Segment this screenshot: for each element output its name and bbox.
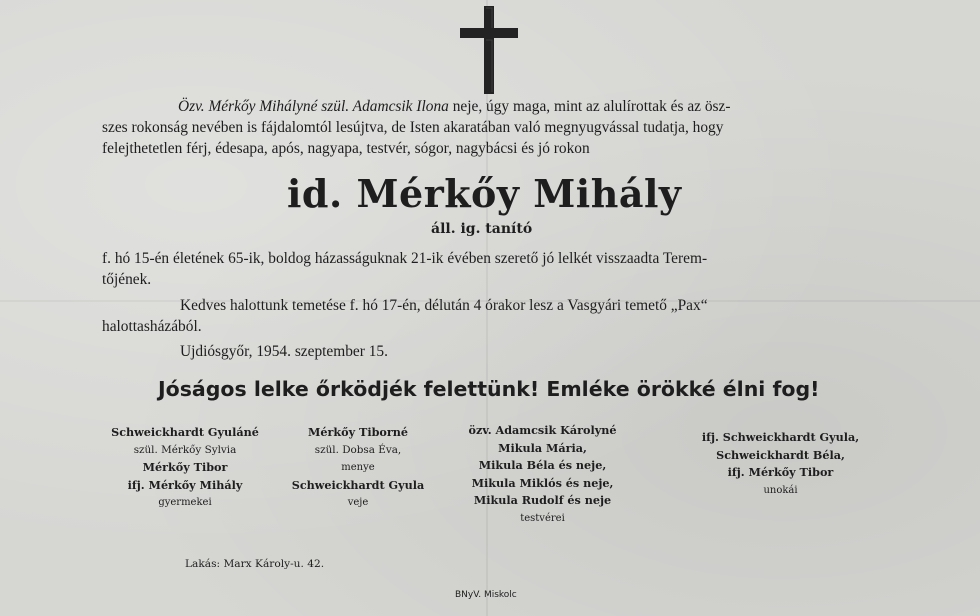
- widow-name: Özv. Mérkőy Mihályné szül. Adamcsik Ilona: [178, 98, 449, 115]
- mourner-group-grandchildren: [688, 429, 873, 499]
- printer-mark: BNyV. Miskolc: [455, 590, 517, 600]
- mourner-line: Schweickhardt Gyula: [291, 477, 425, 492]
- mourner-group-in-laws: [278, 424, 438, 512]
- cross-icon: [456, 4, 522, 96]
- mourner-line: Mikula Miklós és neje,: [471, 475, 614, 490]
- mourner-line: özv. Adamcsik Károlyné: [468, 423, 617, 437]
- mourner-line: Schweickhardt Gyuláné: [111, 425, 259, 439]
- mourner-line: Mikula Béla és neje,: [478, 458, 607, 472]
- intro-line-3: felejthetetlen férj, édesapa, após, nagyapa, testvér, sógor, nagybácsi és jó rokon: [102, 140, 590, 157]
- deceased-name: id. Mérkőy Mihály: [287, 171, 682, 216]
- mourner-line: testvérei: [520, 512, 565, 524]
- mourner-line: unokái: [763, 484, 798, 496]
- intro-line-1-rest: neje, úgy maga, mint az alulírottak és az ösz-: [448, 98, 731, 115]
- mourner-line: ifj. Mérkőy Mihály: [127, 477, 243, 492]
- intro-line-2: szes rokonság nevében is fájdalomtól lesújtva, de Isten akaratában való megnyugvással tudatja, hogy: [102, 119, 724, 136]
- mourner-group-children: [100, 424, 270, 512]
- mourner-line: szül. Mérkőy Sylvia: [133, 443, 237, 456]
- mourner-line: Mérkőy Tiborné: [307, 425, 408, 439]
- mourner-line: ifj. Schweickhardt Gyula,: [701, 430, 860, 444]
- place-date: Ujdiósgyőr, 1954. szeptember 15.: [180, 343, 388, 360]
- body-line-1: f. hó 15-én életének 65-ik, boldog házasságuknak 21-ik évében szerető jó lelkét visszaadta Terem-: [102, 250, 708, 267]
- funeral-line: Kedves halottunk temetése f. hó 17-én, délután 4 órakor lesz a Vasgyári temető „Pax“: [180, 297, 708, 314]
- intro-line-1: [178, 96, 730, 117]
- motto: Jóságos lelke őrködjék felettünk! Emléke örökké élni fog!: [158, 377, 820, 401]
- deceased-title: áll. ig. tanító: [431, 221, 533, 237]
- mourner-group-siblings: [455, 422, 630, 527]
- mourner-line: veje: [347, 497, 369, 508]
- mourner-line: szül. Dobsa Éva,: [314, 443, 402, 456]
- mourner-line: Mérkőy Tibor: [142, 460, 228, 474]
- address: Lakás: Marx Károly-u. 42.: [185, 558, 325, 570]
- mourner-line: Mikula Rudolf és neje: [473, 493, 612, 507]
- funeral-place-line: halottasházából.: [102, 318, 202, 335]
- mourner-line: Mikula Mária,: [498, 440, 587, 455]
- body-line-2: tőjének.: [102, 271, 152, 288]
- mourner-line: Schweickhardt Béla,: [716, 447, 845, 462]
- mourner-line: ifj. Mérkőy Tibor: [727, 465, 834, 479]
- mourner-line: menye: [341, 462, 375, 473]
- mourner-line: gyermekei: [158, 497, 212, 508]
